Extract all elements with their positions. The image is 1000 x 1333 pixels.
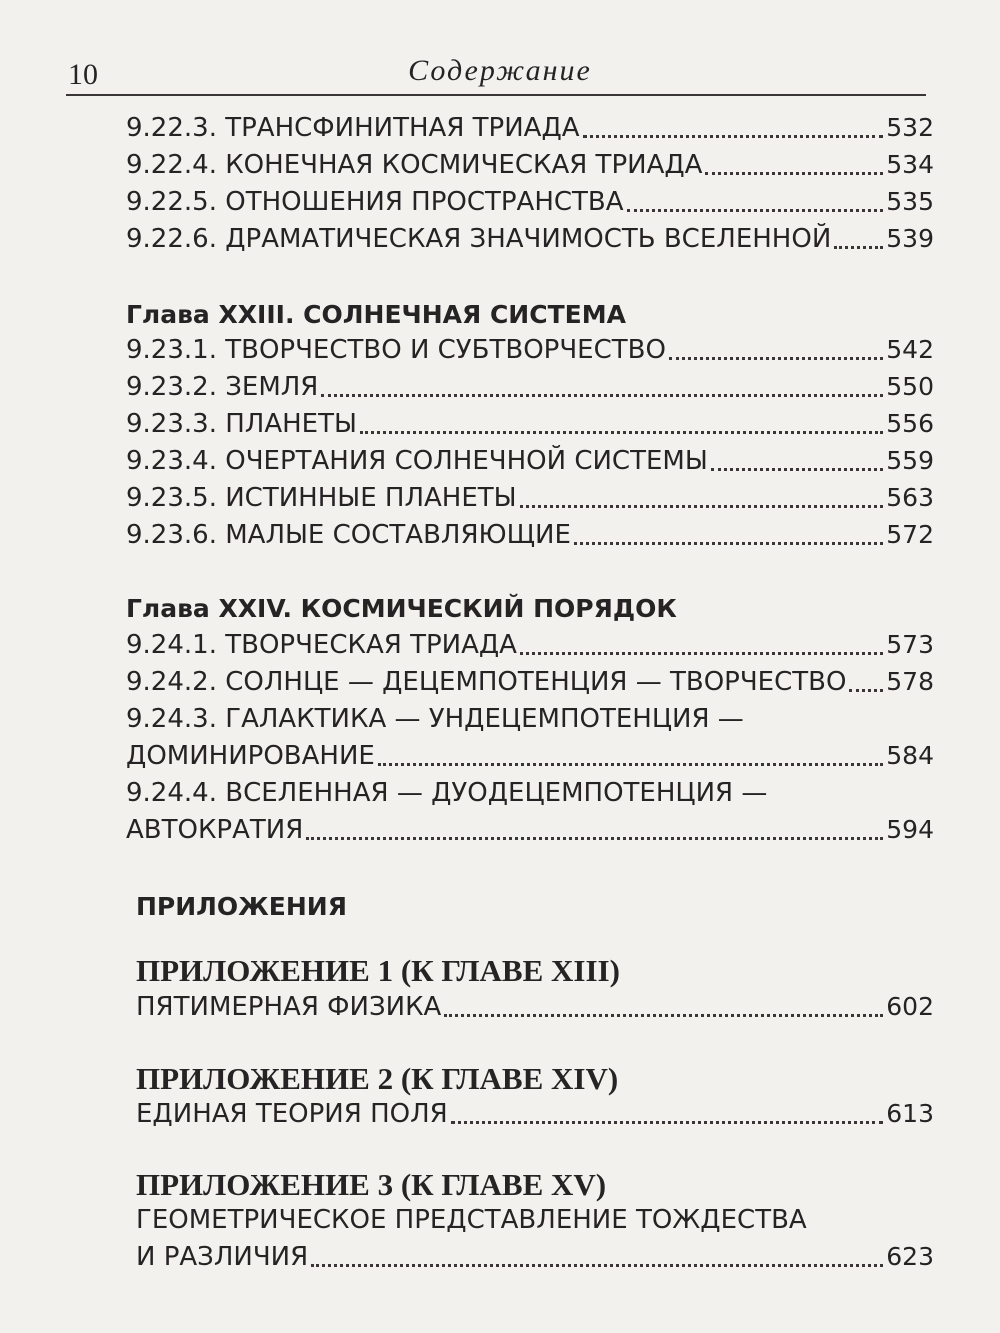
- page-number: 10: [68, 58, 98, 91]
- toc-entry-title: 9.22.5. ОТНОШЕНИЯ ПРОСТРАНСТВА: [126, 187, 624, 217]
- toc-entry-page: 556: [886, 409, 934, 438]
- dot-leader: [311, 1264, 883, 1267]
- toc-entry: [126, 481, 934, 515]
- toc-entry: [126, 813, 934, 847]
- dot-leader: [520, 652, 883, 655]
- toc-entry-title: 9.23.2. ЗЕМЛЯ: [126, 372, 319, 402]
- chapter-heading: Глава XXIV. КОСМИЧЕСКИЙ ПОРЯДОК: [126, 594, 677, 623]
- dot-leader: [583, 135, 884, 138]
- toc-entry-title: 9.24.1. ТВОРЧЕСКАЯ ТРИАДА: [126, 630, 517, 660]
- chapter-heading: Глава XXIII. СОЛНЕЧНАЯ СИСТЕМА: [126, 300, 626, 329]
- dot-leader: [834, 246, 883, 249]
- toc-entry-page: 572: [886, 520, 934, 549]
- toc-entry-page: 594: [886, 815, 934, 844]
- toc-entry-title: 9.23.3. ПЛАНЕТЫ: [126, 409, 357, 439]
- toc-entry-page: 559: [886, 446, 934, 475]
- dot-leader: [705, 172, 883, 175]
- toc-entry: [126, 370, 934, 404]
- toc-entry-page: 573: [886, 630, 934, 659]
- dot-leader: [378, 763, 883, 766]
- toc-entry-page: 584: [886, 741, 934, 770]
- toc-entry-page: 578: [886, 667, 934, 696]
- toc-entry: [126, 222, 934, 256]
- toc-entry: [126, 185, 934, 219]
- dot-leader: [444, 1014, 883, 1017]
- appendix-heading: ПРИЛОЖЕНИЕ 3 (К ГЛАВЕ XV): [136, 1167, 607, 1202]
- toc-entry-title: ЕДИНАЯ ТЕОРИЯ ПОЛЯ: [136, 1099, 448, 1129]
- toc-entry: [136, 1240, 934, 1274]
- dot-leader: [627, 209, 884, 212]
- toc-entry-title: ПЯТИМЕРНАЯ ФИЗИКА: [136, 992, 442, 1022]
- toc-entry: [126, 665, 934, 699]
- toc-entry: [136, 1097, 934, 1131]
- toc-entry-title-line2: ДОМИНИРОВАНИЕ: [126, 741, 375, 771]
- toc-entry-page: 534: [886, 150, 934, 179]
- toc-entry-page: 550: [886, 372, 934, 401]
- dot-leader: [574, 542, 883, 545]
- dot-leader: [360, 431, 883, 434]
- dot-leader: [451, 1121, 884, 1124]
- toc-entry-title-line1: ГЕОМЕТРИЧЕСКОЕ ПРЕДСТАВЛЕНИЕ ТОЖДЕСТВА: [136, 1205, 807, 1235]
- toc-entry: [126, 148, 934, 182]
- toc-entry-title-line2: АВТОКРАТИЯ: [126, 815, 304, 845]
- toc-entry-title-line1: 9.24.3. ГАЛАКТИКА — УНДЕЦЕМПОТЕНЦИЯ —: [126, 704, 744, 734]
- toc-entry-title: 9.24.2. СОЛНЦЕ — ДЕЦЕМПОТЕНЦИЯ — ТВОРЧЕСТВО: [126, 667, 847, 697]
- toc-entry-title: 9.22.3. ТРАНСФИНИТНАЯ ТРИАДА: [126, 113, 580, 143]
- toc-entry-title: 9.23.4. ОЧЕРТАНИЯ СОЛНЕЧНОЙ СИСТЕМЫ: [126, 446, 708, 476]
- dot-leader: [669, 357, 883, 360]
- dot-leader: [711, 468, 884, 471]
- toc-entry: [136, 990, 934, 1024]
- toc-entry-page: 542: [886, 335, 934, 364]
- toc-entry-title: 9.23.5. ИСТИННЫЕ ПЛАНЕТЫ: [126, 483, 517, 513]
- dot-leader: [849, 689, 883, 692]
- toc-entry-page: 602: [886, 992, 934, 1021]
- toc-entry-page: 539: [886, 224, 934, 253]
- toc-entry-page: 535: [886, 187, 934, 216]
- toc-entry: [126, 333, 934, 367]
- toc-entry-title: 9.23.6. МАЛЫЕ СОСТАВЛЯЮЩИЕ: [126, 520, 571, 550]
- toc-entry-title-line1: 9.24.4. ВСЕЛЕННАЯ — ДУОДЕЦЕМПОТЕНЦИЯ —: [126, 778, 768, 808]
- toc-entry: [126, 407, 934, 441]
- toc-entry-title: 9.23.1. ТВОРЧЕСТВО И СУБТВОРЧЕСТВО: [126, 335, 666, 365]
- toc-entry-page: 532: [886, 113, 934, 142]
- dot-leader: [321, 394, 883, 397]
- dot-leader: [520, 505, 884, 508]
- toc-entry-title-line2: И РАЗЛИЧИЯ: [136, 1242, 309, 1272]
- toc-entry: [126, 739, 934, 773]
- toc-entry: [126, 111, 934, 145]
- toc-entry-page: 623: [886, 1242, 934, 1271]
- appendix-heading: ПРИЛОЖЕНИЕ 1 (К ГЛАВЕ XIII): [136, 953, 620, 988]
- toc-entry: [126, 628, 934, 662]
- toc-entry-page: 563: [886, 483, 934, 512]
- toc-entry-page: 613: [886, 1099, 934, 1128]
- running-head-title: Содержание: [408, 54, 592, 87]
- toc-entry: [126, 444, 934, 478]
- toc-entry-title: 9.22.4. КОНЕЧНАЯ КОСМИЧЕСКАЯ ТРИАДА: [126, 150, 703, 180]
- appendix-heading: ПРИЛОЖЕНИЕ 2 (К ГЛАВЕ XIV): [136, 1061, 619, 1096]
- toc-entry: [126, 518, 934, 552]
- appendices-heading: ПРИЛОЖЕНИЯ: [136, 892, 347, 921]
- dot-leader: [306, 837, 883, 840]
- toc-entry-title: 9.22.6. ДРАМАТИЧЕСКАЯ ЗНАЧИМОСТЬ ВСЕЛЕННОЙ: [126, 224, 832, 254]
